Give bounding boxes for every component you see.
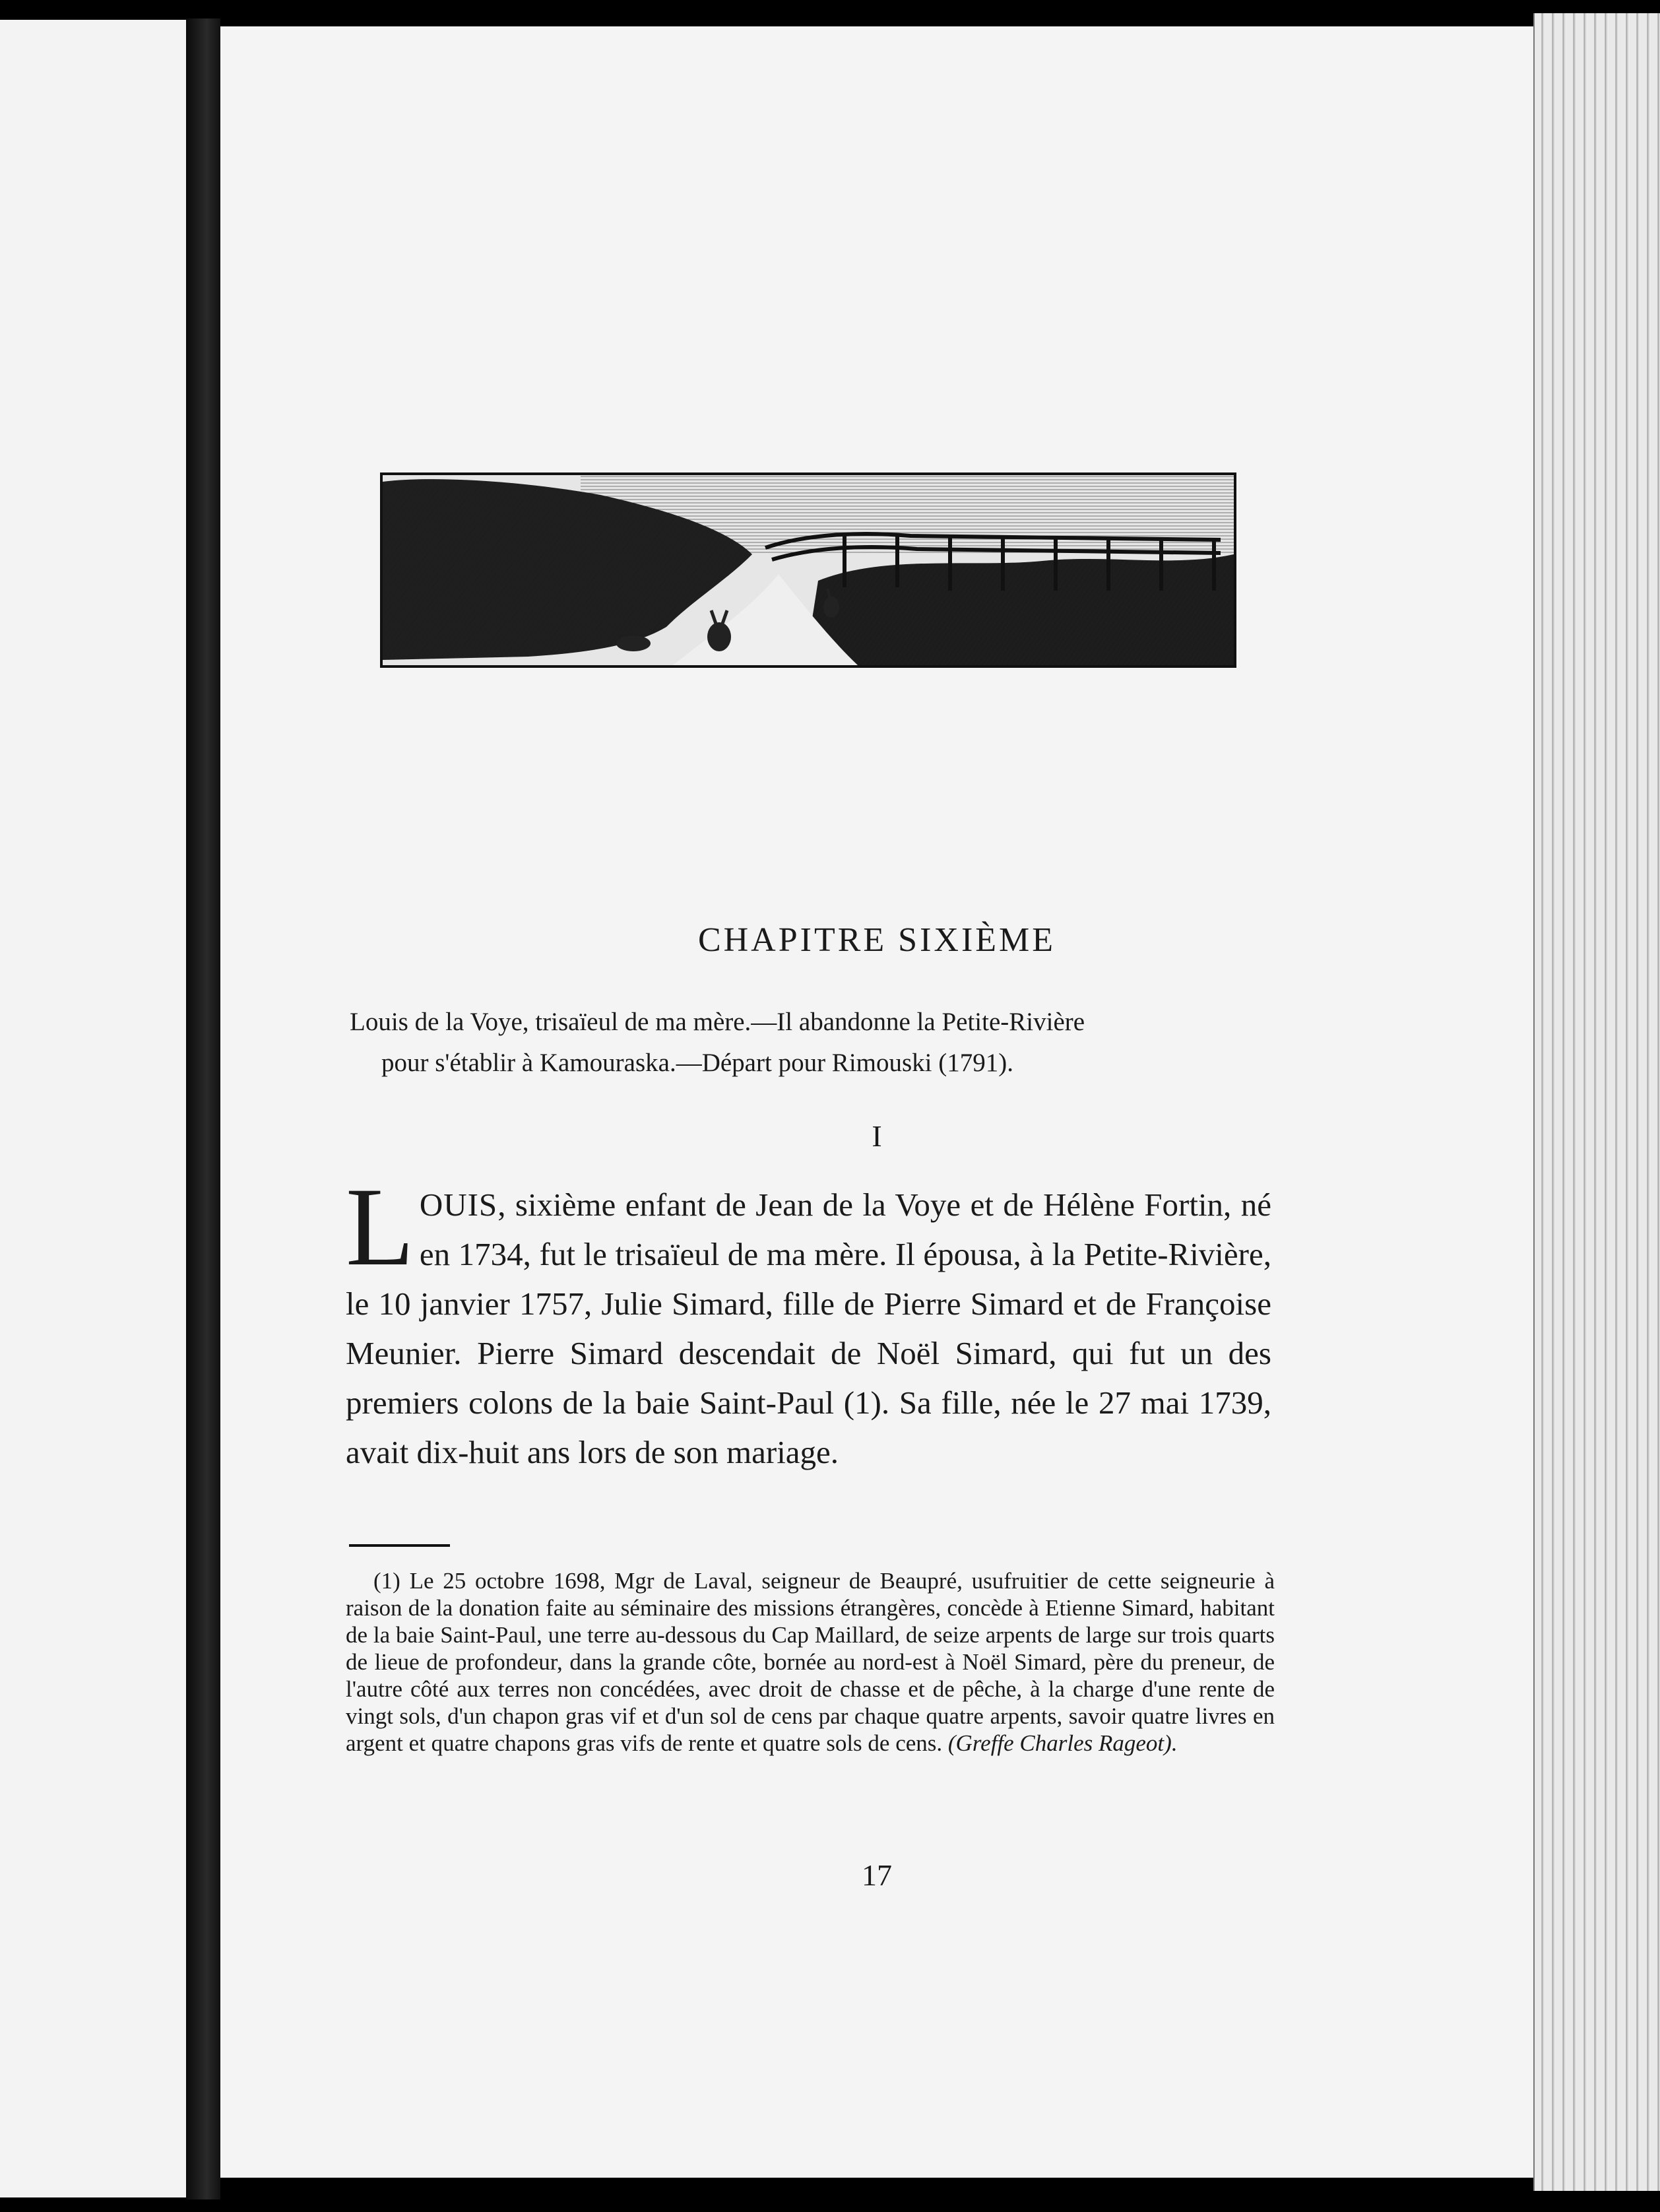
drop-cap: L (346, 1165, 414, 1289)
lead-word: OUIS (419, 1187, 498, 1223)
landscape-engraving (383, 475, 1234, 665)
paragraph-text: , sixième enfant de Jean de la Voye et de Hélène Fortin, né en 1734, fut le trisaïeul de ma mère. Il épousa, à la Petite-Rivière, le 10 janvier 1757, Julie Simard, fille de Pierre Simard et de Françoise Meunier. Pierre Simard descendait de Noël Simard, qui fut un des premiers colons de la baie Saint-Paul (1). Sa fille, née le 27 mai 1739, avait dix-huit ans lors de son mariage. (346, 1187, 1271, 1470)
footnote-text: (1) Le 25 octobre 1698, Mgr de Laval, seigneur de Beaupré, usufruitier de cette seigneurie à raison de la donation faite au séminaire des missions étrangères, concède à Etienne Simard, habitant de la baie Saint-Paul, une terre au-dessous du Cap Maillard, de seize arpents de large sur trois quarts de lieue de profondeur, dans la grande côte, bornée au nord-est à Noël Simard, père du preneur, de l'autre côté aux terres non concédées, avec droit de chasse et de pêche, à la charge d'une rente de vingt sols, d'un chapon gras vif et d'un sol de cens par chaque quatre arpents, savoir quatre livres en argent et quatre chapons gras vifs de rente et quatre sols de cens. (346, 1568, 1275, 1756)
footnote (346, 1567, 1275, 1757)
book-page (220, 26, 1533, 2178)
section-number: I (872, 1119, 882, 1153)
body-paragraph (346, 1165, 1271, 1477)
chapter-summary-line-2: pour s'établir à Kamouraska.—Départ pour Rimouski (1791). (381, 1049, 1013, 1077)
previous-page-edge (0, 20, 186, 2197)
footnote-citation: (Greffe Charles Rageot). (947, 1730, 1178, 1756)
footnote-divider (349, 1544, 450, 1547)
chapter-title: CHAPITRE SIXIÈME (697, 921, 1056, 959)
book-gutter (186, 18, 220, 2199)
page-number: 17 (862, 1858, 892, 1892)
chapter-vignette-illustration (380, 472, 1236, 668)
stacked-page-edges (1533, 13, 1660, 2191)
chapter-summary (350, 1002, 1273, 1084)
chapter-summary-line-1: Louis de la Voye, trisaïeul de ma mère.—Il abandonne la Petite-Rivière (350, 1008, 1085, 1036)
